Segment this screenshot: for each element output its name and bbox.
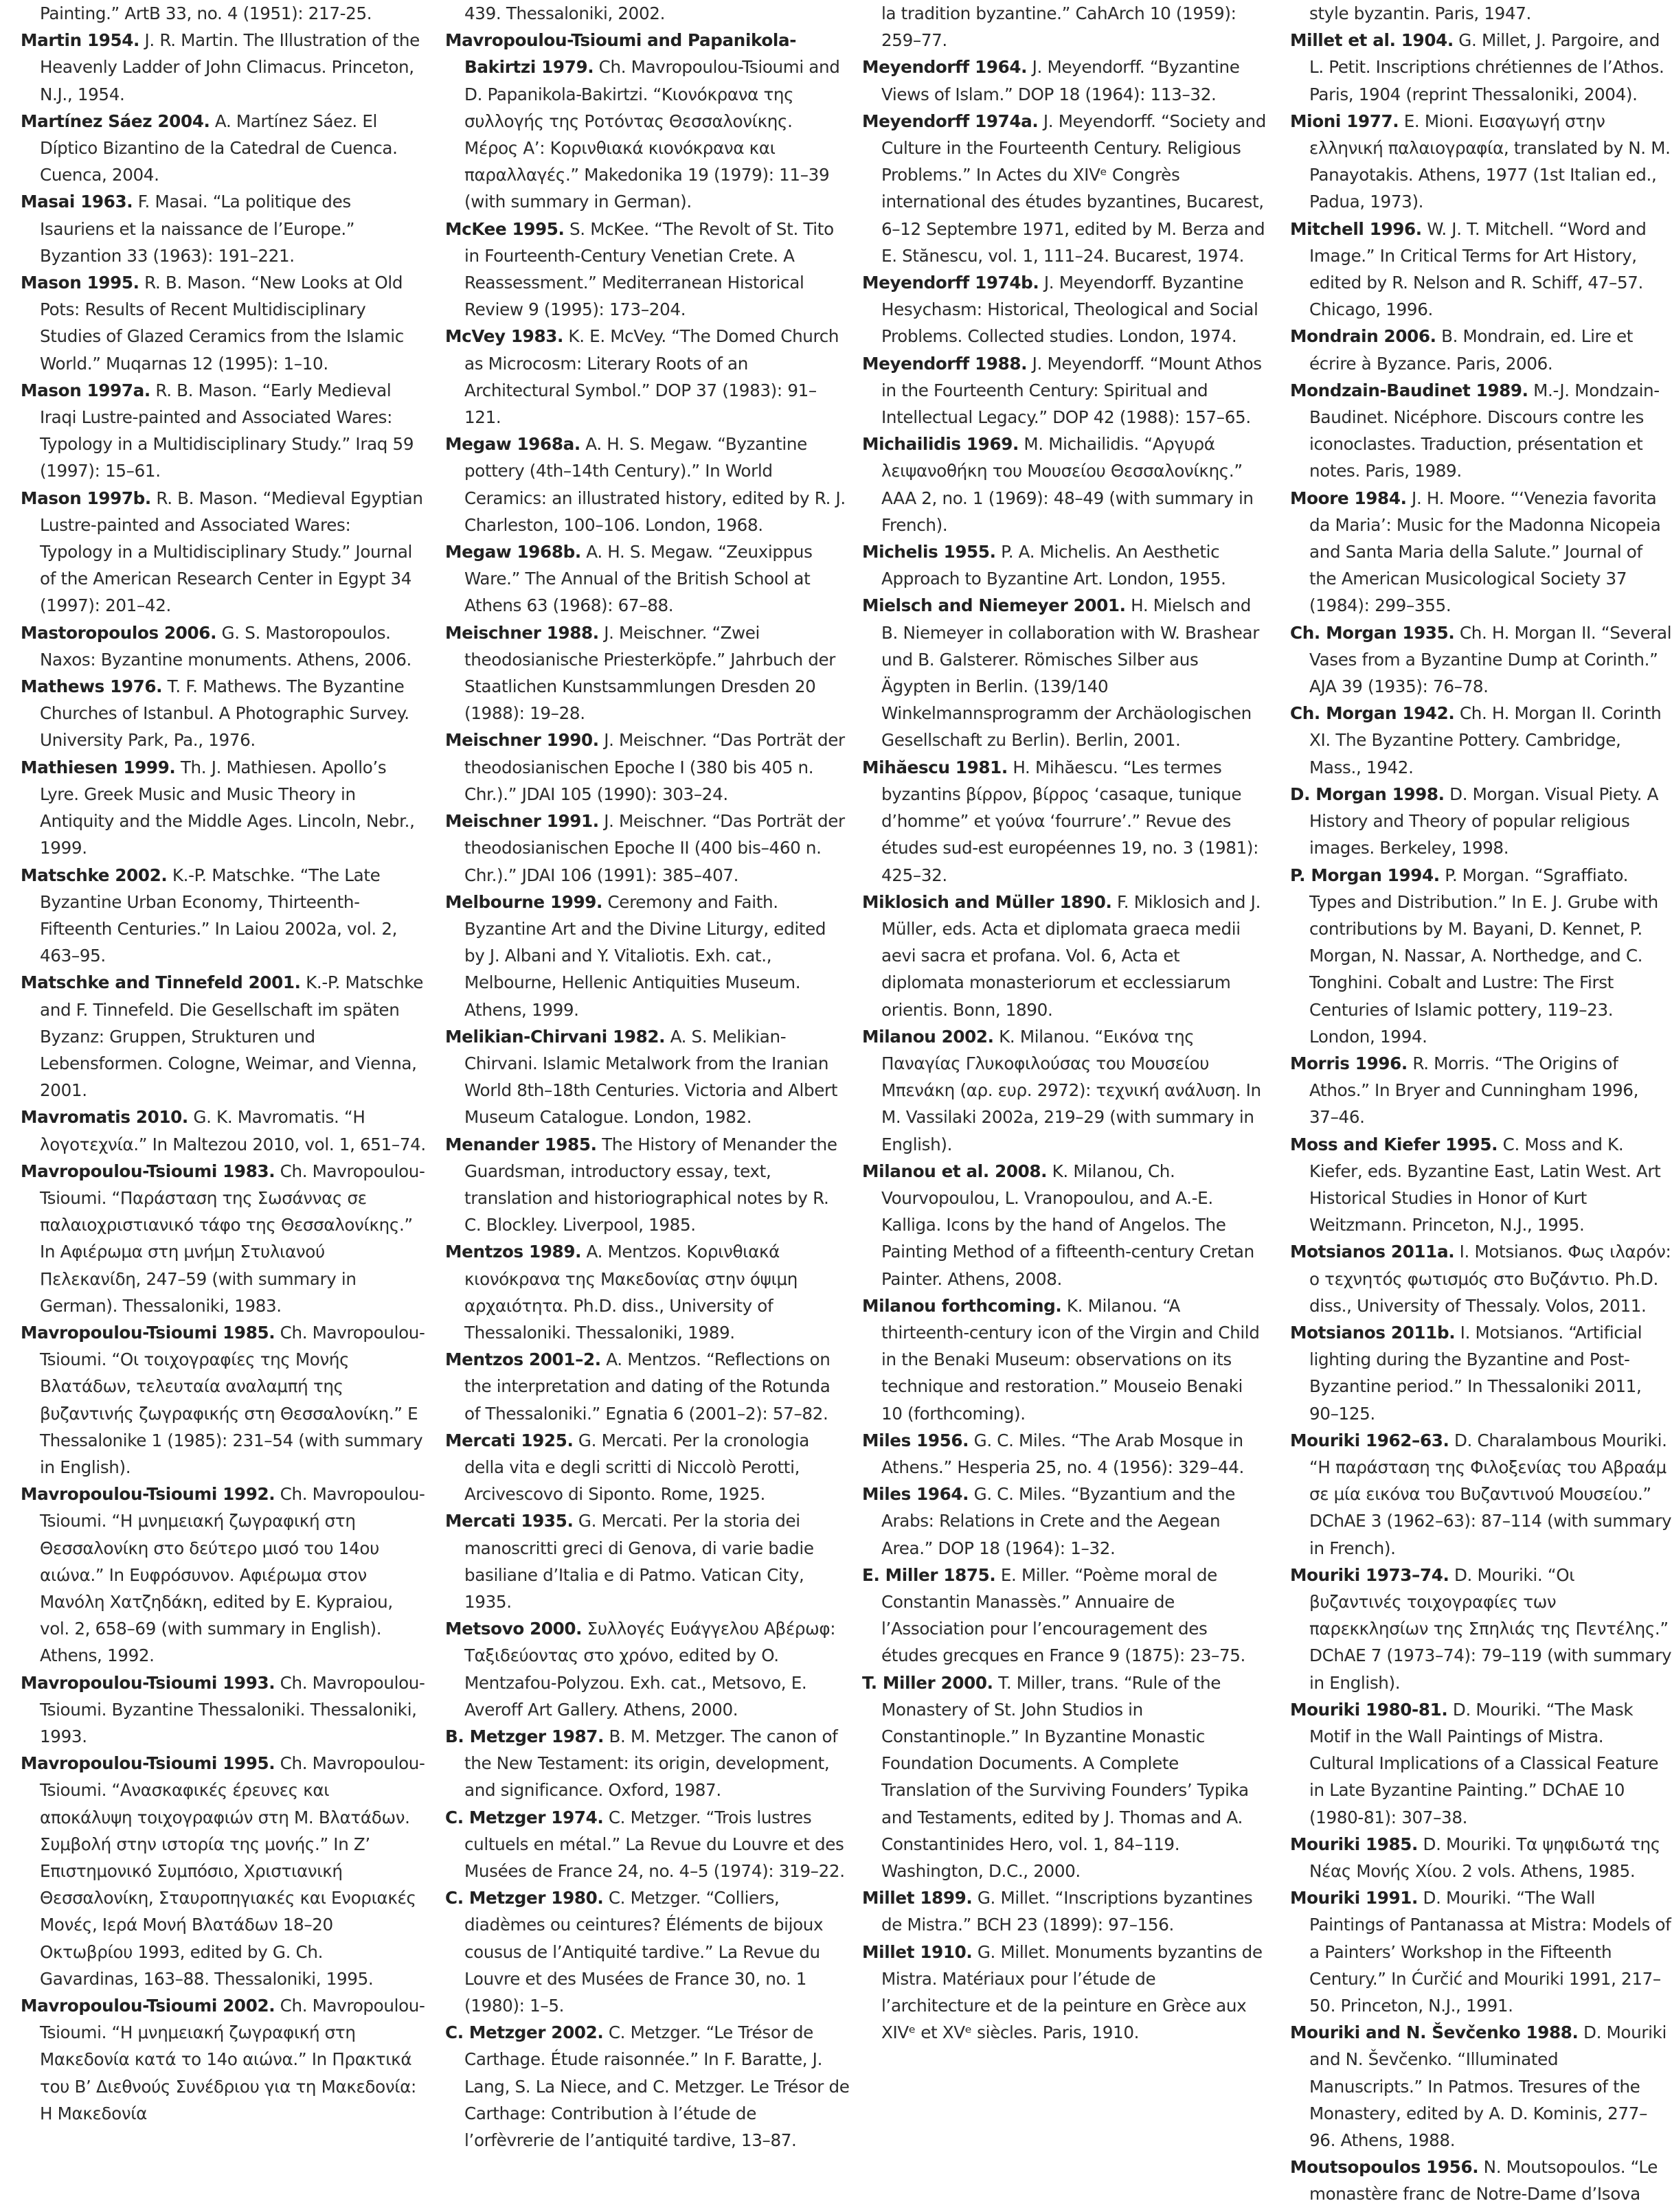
entry-key: Mentzos 1989. bbox=[445, 1242, 582, 1262]
entry-text: J. H. Moore. “‘Venezia favorita da Maria’: Music for the Madonna Nicopeia and Santa Maria della Salute.” Journal of the American Musicological Society 37 (1984): 299–355. bbox=[1309, 488, 1661, 616]
entry-key: Megaw 1968b. bbox=[445, 542, 581, 562]
entry-text: Ch. Mavropoulou-Tsioumi and D. Papanikola-Bakirtzi. “Κιονόκρανα της συλλογής της Ροτόντας Θεσσαλονίκης. Μέρος Α’: Κορινθιακά κιονόκρανα και παραλλαγές.” Makedonika 19 (1979): 11–39 (with summary in German). bbox=[464, 57, 840, 212]
entry-key: Moore 1984. bbox=[1290, 488, 1407, 508]
entry-text: J. Meyendorff. Byzantine Hesychasm: Historical, Theological and Social Problems. Collected studies. London, 1974. bbox=[881, 273, 1258, 347]
bibliography-entry bbox=[21, 969, 426, 1104]
entry-key: Mavropoulou-Tsioumi 1983. bbox=[21, 1161, 275, 1181]
entry-key: Menander 1985. bbox=[445, 1134, 597, 1154]
entry-key: Mason 1997a. bbox=[21, 380, 150, 400]
entry-text: A. H. S. Megaw. “Zeuxippus Ware.” The Annual of the British School at Athens 63 (1968): 67–88. bbox=[464, 542, 813, 616]
bibliography-entry bbox=[1290, 1427, 1672, 1562]
bibliography-entry bbox=[1290, 323, 1672, 376]
entry-text: F. Miklosich and J. Müller, eds. Acta et diplomata graeca medii aevi sacra et profana. Vol. 6, Acta et diplomata monasteriorum et ecclessiarum orientis. Bonn, 1890. bbox=[881, 891, 1261, 1020]
entry-text: G. S. Mastoropoulos. Naxos: Byzantine monuments. Athens, 2006. bbox=[40, 622, 412, 670]
entry-key: Mielsch and Niemeyer 2001. bbox=[862, 595, 1126, 616]
entry-text: I. Motsianos. Φως ιλαρόν: ο τεχνητός φωτισμός στο Βυζάντιο. Ph.D. diss., University of Thessaly. Volos, 2011. bbox=[1309, 1242, 1671, 1316]
entry-key: Mavropoulou-Tsioumi 2002. bbox=[21, 1996, 275, 2016]
entry-text: D. Charalambous Mouriki. “Η παράσταση της Φιλοξενίας του Αβραάμ σε μία εικόνα του Βυζαντινού Μουσείου.” DChAE 3 (1962–63): 87–114 (with summary in French). bbox=[1309, 1430, 1672, 1558]
entry-text: style byzantin. Paris, 1947. bbox=[1309, 3, 1532, 23]
bibliography-entry bbox=[862, 1884, 1267, 1938]
entry-key: Morris 1996. bbox=[1290, 1053, 1408, 1073]
entry-key: C. Metzger 1980. bbox=[445, 1888, 604, 1908]
entry-key: Moss and Kiefer 1995. bbox=[1290, 1134, 1498, 1154]
entry-text: Ch. H. Morgan II. “Several Vases from a Byzantine Dump at Corinth.” AJA 39 (1935): 76–78. bbox=[1309, 622, 1672, 697]
entry-key: Millet 1910. bbox=[862, 1941, 973, 1962]
entry-text: G. Millet, J. Pargoire, and L. Petit. Inscriptions chrétiennes de l’Athos. Paris, 1904 (reprint Thessaloniki, 2004). bbox=[1309, 30, 1664, 104]
bibliography-entry bbox=[445, 431, 850, 538]
entry-text: C. Metzger. “Trois lustres cultuels en métal.” La Revue du Louvre et des Musées de France 24, no. 4–5 (1974): 319–22. bbox=[464, 1807, 845, 1882]
bibliography-entry bbox=[862, 1427, 1267, 1481]
entry-text: H. Mielsch and B. Niemeyer in collaboration with W. Brashear und B. Galsterer. Römisches Silber aus Ägypten in Berlin. (139/140 Winkelmannsprogramm der Archäologischen Gesellschaft zu Berlin). Berlin, 2001. bbox=[881, 595, 1260, 751]
entry-key: Ch. Morgan 1942. bbox=[1290, 703, 1455, 724]
bibliography-entry bbox=[1290, 27, 1672, 108]
entry-text: J. Meischner. “Zwei theodosianische Priesterköpfe.” Jahrbuch der Staatlichen Kunstsammlungen Dresden 20 (1988): 19–28. bbox=[464, 622, 836, 724]
bibliography-entry bbox=[862, 269, 1267, 350]
entry-text: Ch. H. Morgan II. Corinth XI. The Byzantine Pottery. Cambridge, Mass., 1942. bbox=[1309, 703, 1662, 777]
entry-text: T. F. Mathews. The Byzantine Churches of Istanbul. A Photographic Survey. University Park, Pa., 1976. bbox=[40, 676, 409, 751]
bibliography-entry bbox=[1290, 1238, 1672, 1319]
entry-text: B. Mondrain, ed. Lire et écrire à Byzance. Paris, 2006. bbox=[1309, 326, 1634, 374]
entry-text: T. Miller, trans. “Rule of the Monastery of St. John Studios in Constantinople.” In Byzantine Monastic Foundation Documents. A Complete Translation of the Surviving Founders’ Typika and Testaments, edited by J. Thomas and A. Constantinides Hero, vol. 1, 84–119. Washington, D.C., 2000. bbox=[881, 1672, 1249, 1882]
entry-key: Martínez Sáez 2004. bbox=[21, 111, 210, 131]
entry-text: A. S. Melikian-Chirvani. Islamic Metalwork from the Iranian World 8th–18th Centuries. Victoria and Albert Museum Catalogue. London, 1982. bbox=[464, 1026, 838, 1128]
entry-key: Melbourne 1999. bbox=[445, 891, 603, 912]
entry-text: Συλλογές Ευάγγελου Αβέρωφ: Ταξιδεύοντας στο χρόνο, edited by O. Mentzafou-Polyzou. Exh. cat., Metsovo, E. Averoff Art Gallery. Athens, 2000. bbox=[464, 1619, 836, 1720]
entry-key: Milanou forthcoming. bbox=[862, 1295, 1062, 1316]
bibliography-entry bbox=[1290, 1131, 1672, 1239]
entry-key: Miles 1956. bbox=[862, 1430, 969, 1450]
bibliography-entry bbox=[1290, 1696, 1672, 1831]
entry-key: Mouriki 1962–63. bbox=[1290, 1430, 1449, 1450]
bibliography-entry bbox=[1290, 2019, 1672, 2154]
bibliography-entry bbox=[445, 1346, 850, 1427]
entry-key: Mason 1995. bbox=[21, 273, 139, 293]
entry-text: J. R. Martin. The Illustration of the Heavenly Ladder of John Climacus. Princeton, N.J., 1954. bbox=[40, 30, 420, 104]
entry-key: D. Morgan 1998. bbox=[1290, 784, 1445, 804]
bibliography-entry bbox=[445, 889, 850, 1023]
bibliography-entry bbox=[862, 889, 1267, 1023]
bibliography-entry bbox=[1290, 700, 1672, 781]
entry-key: Ch. Morgan 1935. bbox=[1290, 622, 1455, 643]
entry-key: Meyendorff 1988. bbox=[862, 353, 1028, 374]
entry-text: Ch. Mavropoulou-Tsioumi. “Παράσταση της Σωσάννας σε παλαιοχριστιανικό τάφο της Θεσσαλονίκης.” In Αφιέρωμα στη μνήμη Στυλιανού Πελεκανίδη, 247–59 (with summary in German). Thessaloniki, 1983. bbox=[40, 1161, 425, 1316]
entry-text: A. H. S. Megaw. “Byzantine pottery (4th–14th Century).” In World Ceramics: an illustrated history, edited by R. J. Charleston, 100–106. London, 1968. bbox=[464, 434, 846, 535]
entry-text: K.-P. Matschke and F. Tinnefeld. Die Gesellschaft im späten Byzanz: Gruppen, Strukturen und Lebensformen. Cologne, Weimar, and Vienna, 2001. bbox=[40, 972, 424, 1101]
entry-key: T. Miller 2000. bbox=[862, 1672, 993, 1693]
entry-key: Mavropoulou-Tsioumi 1985. bbox=[21, 1322, 275, 1343]
bibliography-column-3 bbox=[862, 0, 1267, 2046]
bibliography-entry bbox=[1290, 2154, 1672, 2207]
entry-key: Mouriki 1985. bbox=[1290, 1834, 1419, 1854]
bibliography-entry bbox=[445, 727, 850, 808]
bibliography-entry bbox=[1290, 1562, 1672, 1696]
bibliography-entry bbox=[1290, 1884, 1672, 2019]
bibliography-entry bbox=[1290, 1319, 1672, 1427]
entry-text: E. Miller. “Poème moral de Constantin Manassès.” Annuaire de l’Association pour l’encouragement des études grecques en France 9 (1875): 23–75. bbox=[881, 1564, 1246, 1666]
entry-text: R. B. Mason. “Early Medieval Iraqi Lustre-painted and Associated Wares: Typology in a Multidisciplinary Study.” Iraq 59 (1997): 15–61. bbox=[40, 380, 414, 481]
entry-key: Meischner 1990. bbox=[445, 730, 599, 751]
bibliography-entry bbox=[862, 1939, 1267, 2046]
entry-text: Ch. Mavropoulou-Tsioumi. “Ανασκαφικές έρευνες και αποκάλυψη τοιχογραφιών στη Μ. Βλατάδων. Συμβολή στην ιστορία της μονής.” In Ζ’ Επιστημονικό Συμπόσιο, Χριστιανική Θεσσαλονίκη, Σταυροπηγιακές και Ενοριακές Μονές, Ιερά Μονή Βλατάδων 18–20 Οκτωβρίου 1993, edited by G. Ch. Gavardinas, 163–88. Thessaloniki, 1995. bbox=[40, 1753, 425, 1989]
entry-text: C. Metzger. “Le Trésor de Carthage. Étude raisonnée.” In F. Baratte, J. Lang, S. La Niece, and C. Metzger. Le Trésor de Carthage: Contribution à l’étude de l’orfèvrerie de l’antiquité tardive, 13–87. bbox=[464, 2022, 850, 2151]
bibliography-entry bbox=[21, 0, 426, 27]
entry-text: G. Mercati. Per la storia dei manoscritti greci di Genova, di varie badie basiliane d’Italia e di Patmo. Vatican City, 1935. bbox=[464, 1511, 814, 1612]
entry-key: Mouriki 1980-81. bbox=[1290, 1699, 1448, 1720]
entry-text: A. Mentzos. “Reflections on the interpretation and dating of the Rotunda of Thessaloniki.” Egnatia 6 (2001–2): 57–82. bbox=[464, 1349, 831, 1424]
bibliography-entry bbox=[1290, 862, 1672, 1050]
entry-key: Mason 1997b. bbox=[21, 488, 151, 508]
entry-key: C. Metzger 2002. bbox=[445, 2022, 604, 2043]
entry-text: W. J. T. Mitchell. “Word and Image.” In Critical Terms for Art History, edited by R. Nelson and R. Schiff, 47–57. Chicago, 1996. bbox=[1309, 218, 1647, 320]
entry-text: C. Moss and K. Kiefer, eds. Byzantine East, Latin West. Art Historical Studies in Honor of Kurt Weitzmann. Princeton, N.J., 1995. bbox=[1309, 1134, 1661, 1235]
bibliography-entry bbox=[445, 538, 850, 619]
bibliography-entry bbox=[21, 27, 426, 108]
entry-key: Mastoropoulos 2006. bbox=[21, 622, 217, 643]
bibliography-entry bbox=[21, 619, 426, 673]
bibliography-column-2 bbox=[445, 0, 850, 2154]
bibliography-entry bbox=[862, 431, 1267, 538]
entry-key: C. Metzger 1974. bbox=[445, 1807, 604, 1827]
entry-text: D. Mouriki. “Οι βυζαντινές τοιχογραφίες των παρεκκλησίων της Σπηλιάς της Πεντέλης.” DChAE 7 (1973–74): 79–119 (with summary in English). bbox=[1309, 1564, 1672, 1693]
entry-text: J. Meischner. “Das Porträt der theodosianischen Epoche II (400 bis–460 n. Chr.).” JDAI 106 (1991): 385–407. bbox=[464, 811, 845, 885]
entry-text: D. Mouriki and N. Ševčenko. “Illuminated Manuscripts.” In Patmos. Tresures of the Monastery, edited by A. D. Kominis, 277–96. Athens, 1988. bbox=[1309, 2022, 1667, 2151]
entry-text: Ch. Mavropoulou-Tsioumi. “Η μνημειακή ζωγραφική στη Μακεδονία κατά το 14ο αιώνα.” In Πρακτικά του Β’ Διεθνούς Συνέδριου για τη Μακεδονία: Η Μακεδονία bbox=[40, 1996, 425, 2123]
entry-text: G. Millet. Monuments byzantins de Mistra. Matériaux pour l’étude de l’architecture et de la peinture en Grèce aux XIVᵉ et XVᵉ siècles. Paris, 1910. bbox=[881, 1941, 1263, 2043]
bibliography-entry bbox=[445, 1884, 850, 2019]
bibliography-entry bbox=[445, 1615, 850, 1723]
entry-key: Michailidis 1969. bbox=[862, 434, 1019, 455]
bibliography-entry bbox=[445, 0, 850, 27]
entry-key: Matschke 2002. bbox=[21, 865, 168, 885]
entry-key: P. Morgan 1994. bbox=[1290, 865, 1440, 885]
bibliography-entry bbox=[1290, 108, 1672, 216]
bibliography-entry bbox=[445, 27, 850, 215]
bibliography-entry bbox=[862, 1158, 1267, 1292]
entry-text: D. Mouriki. Τα ψηφιδωτά της Νέας Μονής Χίου. 2 vols. Athens, 1985. bbox=[1309, 1834, 1660, 1882]
entry-key: Milanou et al. 2008. bbox=[862, 1161, 1048, 1181]
bibliography-entry bbox=[21, 269, 426, 377]
entry-text: Ch. Mavropoulou-Tsioumi. “Η μνημειακή ζωγραφική στη Θεσσαλονίκη στο δεύτερο μισό του 14ου αιώνα.” In Ευφρόσυνον. Αφιέρωμα στον Μανόλη Χατζηδάκη, edited by E. Kypraiou, vol. 2, 658–69 (with summary in English). Athens, 1992. bbox=[40, 1484, 425, 1666]
bibliography-entry bbox=[1290, 0, 1672, 27]
entry-key: Millet et al. 1904. bbox=[1290, 30, 1454, 51]
entry-key: Meyendorff 1974a. bbox=[862, 111, 1039, 131]
bibliography-entry bbox=[1290, 1831, 1672, 1884]
entry-key: Mavropoulou-Tsioumi 1992. bbox=[21, 1484, 275, 1505]
entry-key: Mentzos 2001–2. bbox=[445, 1349, 601, 1370]
entry-key: Millet 1899. bbox=[862, 1888, 973, 1908]
entry-key: Mathews 1976. bbox=[21, 676, 163, 697]
entry-key: Mouriki 1991. bbox=[1290, 1888, 1419, 1908]
entry-key: Matschke and Tinnefeld 2001. bbox=[21, 972, 301, 993]
entry-text: E. Mioni. Εισαγωγή στην ελληνική παλαιογραφία, translated by N. M. Panayotakis. Athens, 1977 (1st Italian ed., Padua, 1973). bbox=[1309, 111, 1671, 212]
bibliography-entry bbox=[445, 1131, 850, 1239]
bibliography-entry bbox=[862, 1562, 1267, 1669]
entry-text: D. Morgan. Visual Piety. A History and Theory of popular religious images. Berkeley, 1998. bbox=[1309, 784, 1659, 858]
entry-key: Mondrain 2006. bbox=[1290, 326, 1436, 347]
entry-text: 439. Thessaloniki, 2002. bbox=[464, 3, 666, 23]
entry-key: Mavropoulou-Tsioumi 1995. bbox=[21, 1753, 275, 1774]
entry-key: Metsovo 2000. bbox=[445, 1619, 583, 1639]
entry-text: K.-P. Matschke. “The Late Byzantine Urban Economy, Thirteenth-Fifteenth Centuries.” In Laiou 2002a, vol. 2, 463–95. bbox=[40, 865, 398, 966]
entry-text: R. B. Mason. “Medieval Egyptian Lustre-painted and Associated Wares: Typology in a Multidisciplinary Study.” Journal of the American Research Center in Egypt 34 (1997): 201–42. bbox=[40, 488, 423, 616]
entry-key: Meyendorff 1964. bbox=[862, 57, 1028, 78]
entry-text: J. Meyendorff. “Society and Culture in the Fourteenth Century. Religious Problems.” In Actes du XIVᵉ Congrès international des études byzantines, Bucarest, 6–12 Septembre 1971, edited by M. Berza and E. Stănescu, vol. 1, 111–24. Bucarest, 1974. bbox=[881, 111, 1267, 266]
entry-key: Mioni 1977. bbox=[1290, 111, 1399, 131]
bibliography-entry bbox=[862, 1669, 1267, 1885]
entry-text: G. C. Miles. “Byzantium and the Arabs: Relations in Crete and the Aegean Area.” DOP 18 (1964): 1–32. bbox=[881, 1484, 1236, 1558]
entry-key: Michelis 1955. bbox=[862, 542, 996, 562]
entry-key: Mondzain-Baudinet 1989. bbox=[1290, 380, 1528, 400]
entry-key: Melikian-Chirvani 1982. bbox=[445, 1026, 666, 1047]
entry-text: J. Meyendorff. “Byzantine Views of Islam.” DOP 18 (1964): 113–32. bbox=[881, 57, 1240, 104]
entry-text: N. Moutsopoulos. “Le monastère franc de Notre-Dame d’Isova bbox=[1309, 2157, 1658, 2204]
entry-key: Motsianos 2011b. bbox=[1290, 1322, 1456, 1343]
entry-text: B. M. Metzger. The canon of the New Testament: its origin, development, and significance. Oxford, 1987. bbox=[464, 1726, 838, 1801]
entry-text: G. Mercati. Per la cronologia della vita e degli scritti di Niccolò Perotti, Arcivescovo di Siponto. Rome, 1925. bbox=[464, 1430, 809, 1505]
entry-key: Mavropoulou-Tsioumi 1993. bbox=[21, 1672, 275, 1693]
bibliography-entry bbox=[862, 1023, 1267, 1158]
bibliography-entry bbox=[445, 1723, 850, 1804]
entry-text: R. B. Mason. “New Looks at Old Pots: Results of Recent Multidisciplinary Studies of Glazed Ceramics from the Islamic World.” Muqarnas 12 (1995): 1–10. bbox=[40, 273, 404, 374]
entry-text: R. Morris. “The Origins of Athos.” In Bryer and Cunningham 1996, 37–46. bbox=[1309, 1053, 1639, 1128]
bibliography-entry bbox=[445, 2019, 850, 2154]
bibliography-entry bbox=[862, 54, 1267, 107]
bibliography-entry bbox=[1290, 781, 1672, 862]
bibliography-entry bbox=[21, 1669, 426, 1751]
entry-key: Mavromatis 2010. bbox=[21, 1107, 188, 1128]
entry-key: B. Metzger 1987. bbox=[445, 1726, 605, 1746]
entry-text: K. E. McVey. “The Domed Church as Microcosm: Literary Roots of an Architectural Symbol.” DOP 37 (1983): 91–121. bbox=[464, 326, 839, 428]
entry-key: Mavropoulou-Tsioumi and Papanikola-Bakirtzi 1979. bbox=[445, 30, 797, 78]
bibliography-entry bbox=[1290, 619, 1672, 700]
bibliography-entry bbox=[21, 1481, 426, 1669]
entry-text: I. Motsianos. “Artificial lighting during the Byzantine and Post-Byzantine period.” In Thessaloniki 2011, 90–125. bbox=[1309, 1322, 1642, 1424]
bibliography-entry bbox=[21, 1319, 426, 1481]
entry-key: Meischner 1991. bbox=[445, 811, 599, 832]
entry-key: Moutsopoulos 1956. bbox=[1290, 2157, 1479, 2178]
entry-key: Mathiesen 1999. bbox=[21, 757, 176, 777]
entry-text: Th. J. Mathiesen. Apollo’s Lyre. Greek Music and Music Theory in Antiquity and the Middle Ages. Lincoln, Nebr., 1999. bbox=[40, 757, 415, 858]
bibliography-entry bbox=[1290, 1050, 1672, 1131]
entry-key: Mouriki 1973–74. bbox=[1290, 1564, 1449, 1585]
entry-key: Mihăescu 1981. bbox=[862, 757, 1008, 777]
entry-text: K. Milanou. “A thirteenth-century icon of the Virgin and Child in the Benaki Museum: observations on its technique and restoration.” Mouseio Benaki 10 (forthcoming). bbox=[881, 1295, 1260, 1424]
entry-text: J. Meyendorff. “Mount Athos in the Fourteenth Century: Spiritual and Intellectual Legacy.” DOP 42 (1988): 157–65. bbox=[881, 353, 1262, 428]
bibliography-entry bbox=[862, 108, 1267, 269]
bibliography-entry bbox=[445, 808, 850, 889]
bibliography-entry bbox=[862, 1292, 1267, 1427]
entry-text: la tradition byzantine.” CahArch 10 (1959): 259–77. bbox=[881, 3, 1236, 51]
bibliography-entry bbox=[862, 1481, 1267, 1562]
entry-text: Painting.” ArtB 33, no. 4 (1951): 217-25. bbox=[40, 3, 372, 23]
bibliography-entry bbox=[862, 0, 1267, 54]
bibliography-entry bbox=[21, 673, 426, 754]
entry-text: P. Morgan. “Sgraffiato. Types and Distribution.” In E. J. Grube with contributions by M. Bayani, D. Kennet, P. Morgan, N. Nassar, A. Northedge, and C. Tonghini. Cobalt and Lustre: The First Centuries of Islamic pottery, 119–23. London, 1994. bbox=[1309, 865, 1658, 1047]
bibliography-entry bbox=[445, 323, 850, 431]
bibliography-column-4 bbox=[1290, 0, 1672, 2208]
entry-key: Masai 1963. bbox=[21, 192, 133, 212]
bibliography-entry bbox=[21, 108, 426, 189]
bibliography-entry bbox=[862, 350, 1267, 431]
entry-key: Martin 1954. bbox=[21, 30, 140, 51]
entry-text: Ceremony and Faith. Byzantine Art and the Divine Liturgy, edited by J. Albani and Y. Vitaliotis. Exh. cat., Melbourne, Hellenic Antiquities Museum. Athens, 1999. bbox=[464, 891, 826, 1020]
entry-key: Motsianos 2011a. bbox=[1290, 1242, 1455, 1262]
entry-text: G. C. Miles. “The Arab Mosque in Athens.” Hesperia 25, no. 4 (1956): 329–44. bbox=[881, 1430, 1244, 1477]
entry-text: G. K. Mavromatis. “Η λογοτεχνία.” In Maltezou 2010, vol. 1, 651–74. bbox=[40, 1107, 426, 1154]
bibliography-entry bbox=[21, 377, 426, 485]
entry-key: Mercati 1925. bbox=[445, 1430, 574, 1450]
entry-text: A. Mentzos. Κορινθιακά κιονόκρανα της Μακεδονίας στην όψιμη αρχαιότητα. Ph.D. diss., University of Thessaloniki. Thessaloniki, 1989. bbox=[464, 1242, 798, 1343]
entry-key: Megaw 1968a. bbox=[445, 434, 580, 455]
bibliography-entry bbox=[445, 1023, 850, 1131]
entry-text: D. Mouriki. “The Mask Motif in the Wall Paintings of Mistra. Cultural Implications of a Classical Feature in Late Byzantine Painting.” DChAE 10 (1980-81): 307–38. bbox=[1309, 1699, 1659, 1827]
entry-text: C. Metzger. “Colliers, diadèmes ou ceintures? Éléments de bijoux cousus de l’Antiquité tardive.” La Revue du Louvre et des Musées de France 30, no. 1 (1980): 1–5. bbox=[464, 1888, 824, 2016]
entry-key: McVey 1983. bbox=[445, 326, 563, 347]
entry-text: G. Millet. “Inscriptions byzantines de Mistra.” BCH 23 (1899): 97–156. bbox=[881, 1888, 1253, 1935]
entry-text: D. Mouriki. “The Wall Paintings of Pantanassa at Mistra: Models of a Painters’ Workshop in the Fifteenth Century.” In Ćurčić and Mouriki 1991, 217–50. Princeton, N.J., 1991. bbox=[1309, 1888, 1671, 2016]
bibliography-entry bbox=[21, 485, 426, 619]
bibliography-entry bbox=[445, 1507, 850, 1615]
bibliography-entry bbox=[21, 754, 426, 862]
entry-text: M. Michailidis. “Αργυρά λειψανοθήκη του Μουσείου Θεσσαλονίκης.” AAA 2, no. 1 (1969): 48–49 (with summary in French). bbox=[881, 434, 1254, 535]
entry-key: E. Miller 1875. bbox=[862, 1564, 996, 1585]
entry-key: Meyendorff 1974b. bbox=[862, 273, 1039, 293]
entry-text: M.-J. Mondzain-Baudinet. Nicéphore. Discours contre les iconoclastes. Traduction, présentation et notes. Paris, 1989. bbox=[1309, 380, 1660, 481]
entry-text: The History of Menander the Guardsman, introductory essay, text, translation and historiographical notes by R. C. Blockley. Liverpool, 1985. bbox=[464, 1134, 837, 1235]
bibliography-entry bbox=[445, 1238, 850, 1346]
entry-key: Milanou 2002. bbox=[862, 1026, 994, 1047]
bibliography-entry bbox=[862, 538, 1267, 592]
bibliography-entry bbox=[21, 188, 426, 269]
entry-text: Ch. Mavropoulou-Tsioumi. “Οι τοιχογραφίες της Μονής Βλατάδων, τελευταία αναλαμπή της βυζαντινής ζωγραφικής στη Θεσσαλονίκη.” E Thessalonike 1 (1985): 231–54 (with summary in English). bbox=[40, 1322, 425, 1477]
entry-text: S. McKee. “The Revolt of St. Tito in Fourteenth-Century Venetian Crete. A Reassessment.” Mediterranean Historical Review 9 (1995): 173–204. bbox=[464, 218, 834, 320]
bibliography-entry bbox=[862, 592, 1267, 753]
entry-key: McKee 1995. bbox=[445, 218, 565, 239]
bibliography-entry bbox=[21, 862, 426, 970]
entry-text: Ch. Mavropoulou-Tsioumi. Byzantine Thessaloniki. Thessaloniki, 1993. bbox=[40, 1672, 425, 1746]
bibliography-entry bbox=[862, 754, 1267, 889]
entry-key: Miles 1964. bbox=[862, 1484, 969, 1505]
bibliography-entry bbox=[445, 1804, 850, 1885]
entry-key: Mercati 1935. bbox=[445, 1511, 574, 1531]
entry-text: K. Milanou. “Εικόνα της Παναγίας Γλυκοφιλούσας του Μουσείου Μπενάκη (αρ. ευρ. 2972): τεχνική ανάλυση. In M. Vassilaki 2002a, 219–29 (with summary in English). bbox=[881, 1026, 1261, 1154]
entry-text: H. Mihăescu. “Les termes byzantins βίρρον, βίρρος ‘casaque, tunique d’homme” et γούνα ‘fourrure’.” Revue des études sud-est européennes 19, no. 3 (1981): 425–32. bbox=[881, 757, 1259, 885]
entry-key: Miklosich and Müller 1890. bbox=[862, 891, 1112, 912]
bibliography-entry bbox=[1290, 377, 1672, 485]
entry-text: K. Milanou, Ch. Vourvopoulou, L. Vranopoulou, and A.-E. Kalliga. Icons by the hand of Angelos. The Painting Method of a fifteenth-century Cretan Painter. Athens, 2008. bbox=[881, 1161, 1254, 1289]
entry-key: Mouriki and N. Ševčenko 1988. bbox=[1290, 2022, 1579, 2043]
entry-key: Meischner 1988. bbox=[445, 622, 599, 643]
entry-text: A. Martínez Sáez. El Díptico Bizantino de la Catedral de Cuenca. Cuenca, 2004. bbox=[40, 111, 398, 185]
bibliography-entry bbox=[445, 619, 850, 727]
bibliography-entry bbox=[445, 216, 850, 323]
entry-text: J. Meischner. “Das Porträt der theodosianischen Epoche I (380 bis 405 n. Chr.).” JDAI 105 (1990): 303–24. bbox=[464, 730, 845, 804]
entry-key: Mitchell 1996. bbox=[1290, 218, 1422, 239]
bibliography-entry bbox=[21, 1158, 426, 1319]
entry-text: F. Masai. “La politique des Isauriens et la naissance de l’Europe.” Byzantion 33 (1963): 191–221. bbox=[40, 192, 355, 266]
bibliography-entry bbox=[21, 1992, 426, 2127]
bibliography-entry bbox=[1290, 485, 1672, 619]
bibliography-entry bbox=[445, 1427, 850, 1508]
bibliography-entry bbox=[21, 1750, 426, 1992]
bibliography-column-1 bbox=[21, 0, 426, 2127]
entry-text: P. A. Michelis. An Aesthetic Approach to Byzantine Art. London, 1955. bbox=[881, 542, 1226, 589]
bibliography-entry bbox=[21, 1104, 426, 1157]
bibliography-entry bbox=[1290, 216, 1672, 323]
